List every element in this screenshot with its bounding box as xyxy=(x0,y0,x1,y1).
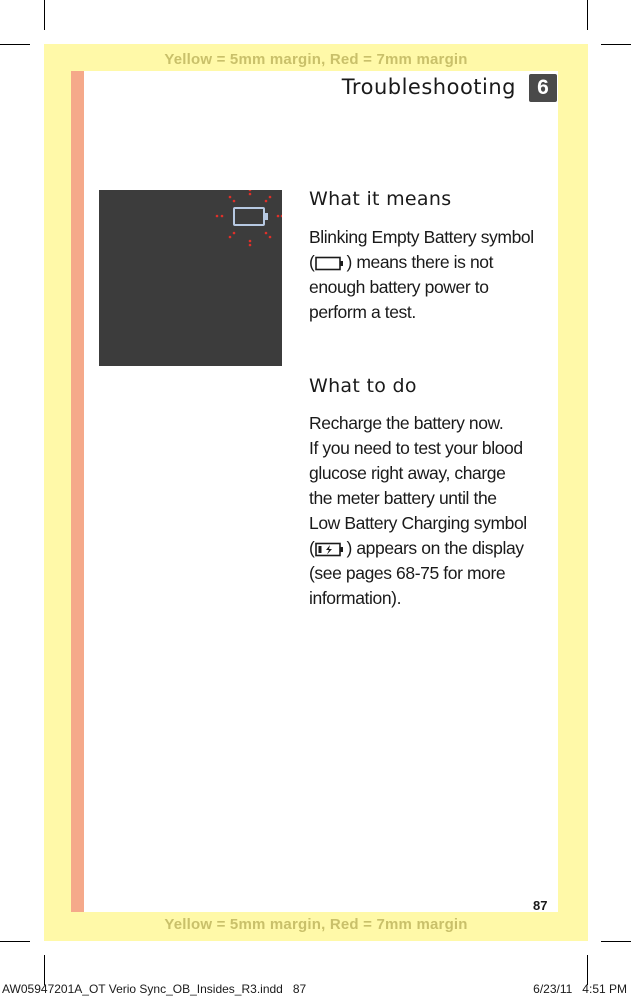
blinking-empty-battery-icon xyxy=(99,190,282,366)
text-line: Recharge the battery now. xyxy=(309,413,504,433)
crop-mark xyxy=(0,941,30,942)
text-line: information). xyxy=(309,588,402,608)
crop-mark xyxy=(44,955,45,985)
what-to-do-text xyxy=(309,411,559,611)
text-line: enough battery power to xyxy=(309,277,489,297)
blink-dots xyxy=(216,190,282,246)
chapter-number-badge: 6 xyxy=(529,74,557,102)
text-line: Blinking Empty Battery symbol xyxy=(309,227,534,247)
text-line: (see pages 68-75 for more xyxy=(309,563,506,583)
text-line: perform a test. xyxy=(309,302,416,322)
text-line: ( ) appears on the display xyxy=(309,538,524,558)
low-battery-charging-icon xyxy=(315,542,345,557)
crop-mark xyxy=(587,0,588,30)
what-it-means-text xyxy=(309,225,559,325)
empty-battery-icon xyxy=(315,256,345,271)
chapter-title: Troubleshooting xyxy=(341,75,516,99)
print-slug-filename: AW05947201A_OT Verio Sync_OB_Insides_R3.indd 87 xyxy=(2,982,307,996)
meter-display-illustration xyxy=(99,190,282,366)
red-margin-strip xyxy=(71,71,84,912)
open-paren: ( xyxy=(309,252,315,272)
text-line: If you need to test your blood xyxy=(309,438,523,458)
margin-note-bottom: Yellow = 5mm margin, Red = 7mm margin xyxy=(164,916,468,933)
what-to-do-heading: What to do xyxy=(309,375,417,397)
crop-mark xyxy=(0,44,30,45)
crop-mark xyxy=(601,941,631,942)
crop-mark xyxy=(587,955,588,985)
open-paren: ( xyxy=(309,538,315,558)
page-number: 87 xyxy=(533,898,548,913)
crop-mark xyxy=(601,44,631,45)
text-line: ( ) means there is not xyxy=(309,252,494,272)
text-line: the meter battery until the xyxy=(309,488,497,508)
crop-mark xyxy=(44,0,45,30)
text-line: Low Battery Charging symbol xyxy=(309,513,527,533)
margin-note-top: Yellow = 5mm margin, Red = 7mm margin xyxy=(164,51,468,68)
what-it-means-heading: What it means xyxy=(309,188,452,210)
text-line: glucose right away, charge xyxy=(309,463,506,483)
print-slug-timestamp: 6/23/11 4:51 PM xyxy=(533,982,627,996)
